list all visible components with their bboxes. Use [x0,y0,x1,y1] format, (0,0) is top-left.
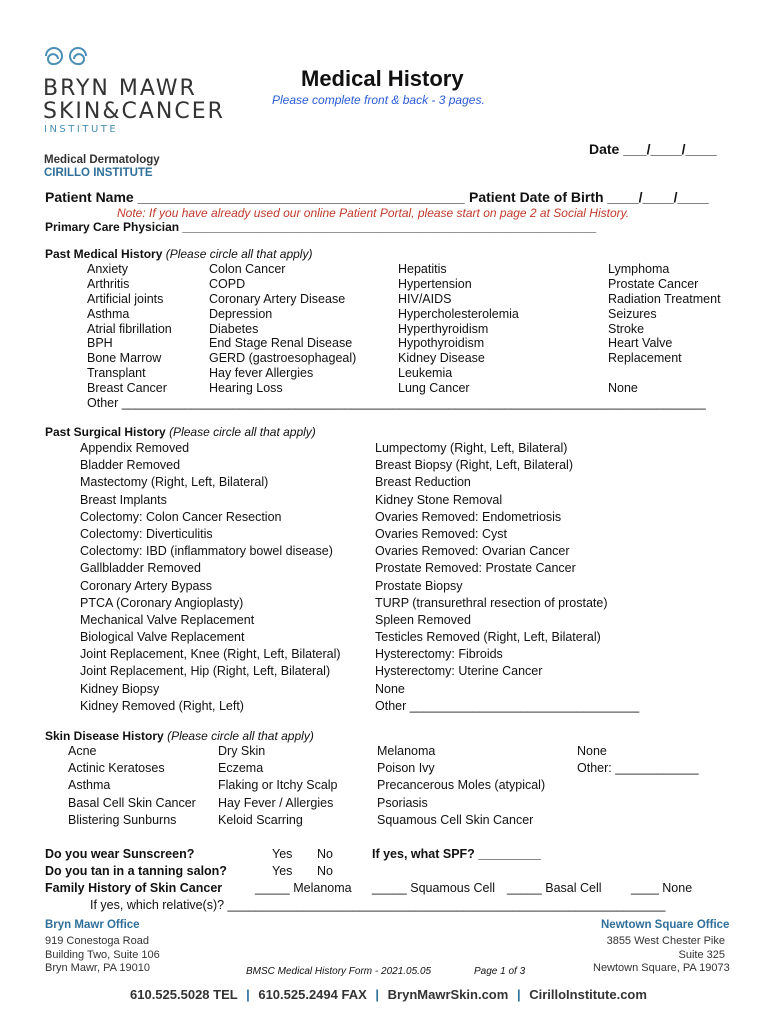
contact-bar [130,987,647,1002]
medical-section-title: Past Medical History (Please circle all that apply) [45,247,313,261]
logo-sub1: Medical Dermatology [44,154,160,166]
right-office-address: 3855 West Chester Pike Suite 325 Newtown Square, PA 19073 [593,935,730,974]
list-item[interactable]: Coronary Artery Bypass [80,578,212,593]
sunscreen-question: Do you wear Sunscreen? [45,847,195,861]
divider: | [246,987,250,1002]
list-item[interactable]: Hepatitis [398,262,447,276]
list-item[interactable]: Melanoma [377,744,436,758]
list-item[interactable]: Actinic Keratoses [68,761,165,776]
fax-number: 610.525.2494 FAX [258,987,367,1002]
page-title: Medical History [301,66,464,91]
list-item[interactable]: Poison Ivy [377,761,435,776]
list-item[interactable]: Bladder Removed [80,458,181,473]
list-item[interactable]: Gallbladder Removed [80,561,201,576]
list-item[interactable]: Arthritis [87,276,130,291]
list-item[interactable]: Dry Skin [218,744,266,758]
list-item[interactable]: Breast Cancer [87,381,167,396]
spf-field[interactable]: If yes, what SPF? _________ [372,847,541,861]
list-item[interactable]: Colectomy: IBD (inflammatory bowel disease) [80,544,333,559]
list-item[interactable]: Acne [68,744,97,758]
list-item[interactable]: Atrial fibrillation [87,321,172,336]
portal-note: Note: If you have already used our online Patient Portal, please start on page 2 at Social History. [117,206,630,220]
surgical-col1 [80,440,341,715]
family-basal-field[interactable]: _____ Basal Cell [507,881,602,895]
family-history-question: Family History of Skin Cancer [45,881,223,895]
list-item[interactable]: Anxiety [87,262,128,276]
patient-dob-field[interactable]: Patient Date of Birth ____/____/____ [469,189,709,205]
list-item[interactable]: BPH [87,336,113,351]
sunscreen-no-option[interactable]: No [317,847,333,861]
medical-col2 [209,262,356,396]
list-item[interactable]: Hypertension [398,276,472,291]
list-item[interactable]: Coronary Artery Disease [209,291,346,306]
family-squamous-field[interactable]: _____ Squamous Cell [372,881,495,895]
list-item[interactable]: Bone Marrow [87,351,162,366]
tanning-question: Do you tan in a tanning salon? [45,864,227,878]
medical-col3 [398,262,519,396]
list-item[interactable]: Kidney Stone Removal [375,492,503,507]
list-item[interactable]: Joint Replacement, Hip (Right, Left, Bilateral) [80,664,331,679]
list-item[interactable]: End Stage Renal Disease [209,336,353,351]
logo-sub2: CIRILLO INSTITUTE [44,167,153,179]
list-item[interactable]: Testicles Removed (Right, Left, Bilateral) [375,630,601,645]
right-office-title: Newtown Square Office [601,919,730,931]
list-item[interactable]: Hyperthyroidism [398,321,489,336]
tanning-yes-option[interactable]: Yes [272,864,293,878]
list-item[interactable]: Kidney Disease [398,351,485,366]
list-item[interactable]: GERD (gastroesophageal) [209,351,357,366]
list-item[interactable]: None [608,381,638,396]
divider: | [516,987,521,1002]
medical-other-field[interactable]: Other ____________________________________________________________________________________ [87,396,706,410]
physician-field[interactable]: Primary Care Physician ______________________________________________________________ [45,220,597,234]
list-item[interactable]: Biological Valve Replacement [80,630,245,645]
list-item[interactable]: Precancerous Moles (atypical) [377,778,546,793]
list-item[interactable]: Mechanical Valve Replacement [80,612,255,627]
logo-line1: BRYN MAWR [43,76,197,101]
list-item[interactable]: Mastectomy (Right, Left, Bilateral) [80,475,269,490]
patient-name-field[interactable]: Patient Name __________________________________________ [45,189,465,205]
list-item[interactable]: Squamous Cell Skin Cancer [377,812,534,827]
logo-line2: SKIN&CANCER [43,99,225,124]
list-item[interactable]: Breast Reduction [375,475,471,490]
list-item[interactable]: Leukemia [398,366,453,381]
family-melanoma-field[interactable]: _____ Melanoma [255,881,352,895]
skin-col3 [377,743,545,829]
list-item[interactable]: Stroke [608,321,645,336]
left-office-address: 919 Conestoga Road Building Two, Suite 106 Bryn Mawr, PA 19010 [45,935,160,974]
list-item[interactable]: Psoriasis [377,795,428,810]
list-item[interactable]: Lung Cancer [398,381,470,396]
skin-col2 [218,743,338,829]
list-item[interactable]: Ovaries Removed: Ovarian Cancer [375,544,570,559]
list-item[interactable]: COPD [209,276,246,291]
list-item[interactable]: Lymphoma [608,262,670,276]
list-item[interactable]: Asthma [87,306,130,321]
website-link-2[interactable]: CirilloInstitute.com [529,987,647,1002]
list-item[interactable]: HIV/AIDS [398,291,452,306]
list-item[interactable]: Appendix Removed [80,441,190,455]
surgical-section-title: Past Surgical History (Please circle all that apply) [45,425,316,439]
list-item[interactable]: Radiation Treatment [608,291,721,306]
surgical-col2 [375,440,639,715]
list-item[interactable]: Depression [209,306,273,321]
list-item[interactable]: Other: ____________ [577,761,699,776]
list-item[interactable]: Lumpectomy (Right, Left, Bilateral) [375,441,568,455]
list-item[interactable]: Breast Biopsy (Right, Left, Bilateral) [375,458,573,473]
skin-col1 [68,743,196,829]
skin-section-title: Skin Disease History (Please circle all that apply) [45,729,314,743]
logo-swirl-icon [42,44,90,68]
list-item[interactable]: Hay Fever / Allergies [218,795,334,810]
list-item[interactable]: Spleen Removed [375,612,471,627]
list-item[interactable]: Colectomy: Colon Cancer Resection [80,509,282,524]
phone-number: 610.525.5028 TEL [130,987,238,1002]
list-item[interactable]: Ovaries Removed: Cyst [375,526,507,541]
list-item[interactable]: Hay fever Allergies [209,366,314,381]
page-subtitle: Please complete front & back - 3 pages. [272,93,485,107]
list-item[interactable]: Diabetes [209,321,259,336]
list-item[interactable]: Artificial joints [87,291,164,306]
list-item[interactable]: Replacement [608,351,682,366]
list-item[interactable]: Flaking or Itchy Scalp [218,778,338,793]
tanning-no-option[interactable]: No [317,864,333,878]
list-item[interactable]: PTCA (Coronary Angioplasty) [80,595,244,610]
date-field[interactable]: Date ___/____/____ [589,141,717,157]
list-item[interactable]: Blistering Sunburns [68,812,177,827]
list-item[interactable]: Breast Implants [80,492,167,507]
list-item[interactable]: TURP (transurethral resection of prostate) [375,595,608,610]
list-item[interactable]: Hysterectomy: Uterine Cancer [375,664,543,679]
list-item[interactable]: Prostate Cancer [608,276,699,291]
page-number: Page 1 of 3 [474,966,526,977]
list-item[interactable]: Transplant [87,366,146,381]
list-item[interactable]: Kidney Removed (Right, Left) [80,698,244,713]
list-item[interactable]: Prostate Biopsy [375,578,463,593]
family-none-field[interactable]: ____ None [631,881,693,895]
list-item[interactable]: Hypercholesterolemia [398,306,519,321]
list-item[interactable]: Hypothyroidism [398,336,485,351]
list-item[interactable]: Hearing Loss [209,381,283,396]
list-item[interactable]: Heart Valve [608,336,673,351]
sunscreen-yes-option[interactable]: Yes [272,847,293,861]
list-item[interactable]: Kidney Biopsy [80,681,160,696]
left-office-title: Bryn Mawr Office [45,919,140,931]
list-item[interactable]: Colon Cancer [209,262,286,276]
website-link-1[interactable]: BrynMawrSkin.com [387,987,509,1002]
form-id: BMSC Medical History Form - 2021.05.05 [246,966,432,977]
list-item[interactable]: Hysterectomy: Fibroids [375,647,503,662]
list-item[interactable]: Colectomy: Diverticulitis [80,526,213,541]
list-item[interactable]: None [577,744,607,758]
list-item[interactable]: Other _________________________________ [375,698,640,713]
divider: | [375,987,380,1002]
list-item[interactable]: Ovaries Removed: Endometriosis [375,509,562,524]
list-item[interactable]: None [375,681,405,696]
list-item [608,366,721,381]
list-item[interactable]: Asthma [68,778,111,793]
list-item[interactable]: Keloid Scarring [218,812,303,827]
list-item[interactable]: Basal Cell Skin Cancer [68,795,196,810]
list-item[interactable]: Seizures [608,306,657,321]
list-item[interactable]: Eczema [218,761,264,776]
skin-col4 [577,743,699,777]
medical-col1 [87,262,172,396]
list-item[interactable]: Joint Replacement, Knee (Right, Left, Bilateral) [80,647,341,662]
logo-line3: INSTITUTE [44,124,119,135]
list-item[interactable]: Prostate Removed: Prostate Cancer [375,561,576,576]
relative-field[interactable]: If yes, which relative(s)? _______________________________________________________________ [90,898,666,912]
medical-col4 [608,262,721,396]
